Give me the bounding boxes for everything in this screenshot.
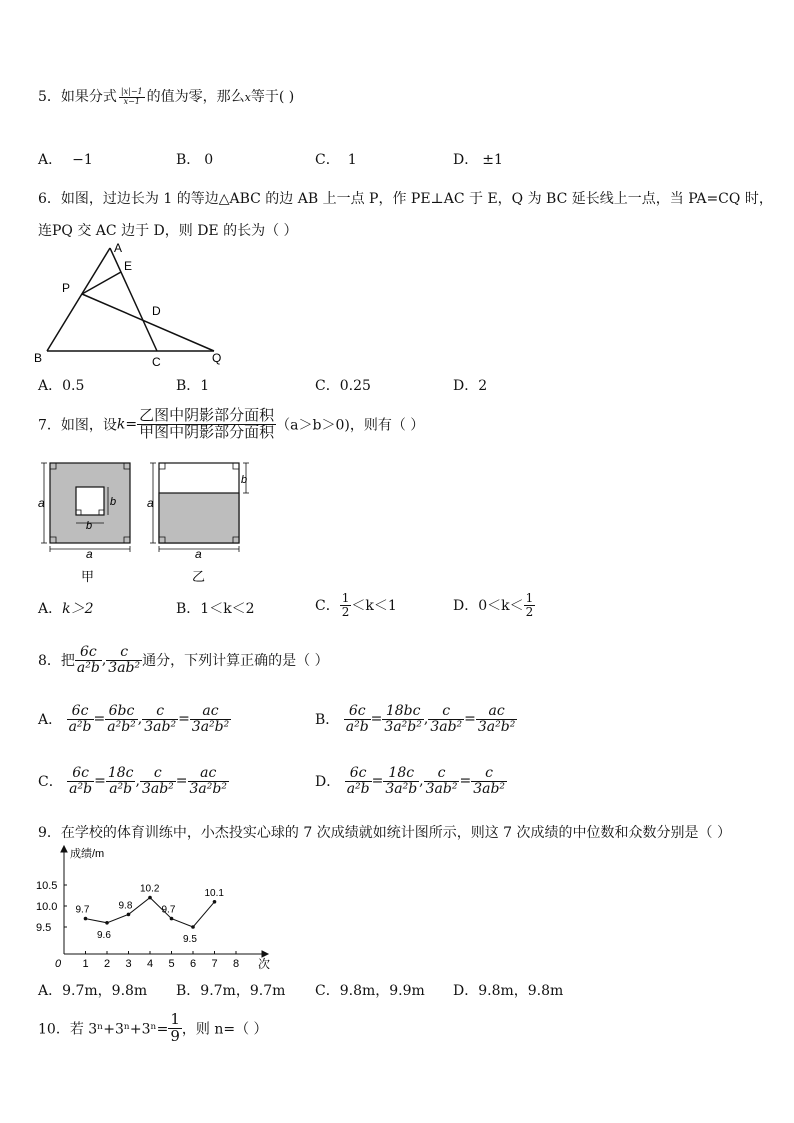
data-label: 9.6 [97, 929, 111, 941]
data-point [127, 913, 131, 917]
q9-option-a[interactable]: A．9.7m，9.8m [38, 983, 148, 999]
data-label: 9.8 [118, 900, 133, 912]
q6-option-b[interactable]: B．1 [176, 378, 210, 394]
y-tick-label: 10.0 [36, 901, 58, 913]
label-a: A [114, 241, 123, 255]
svg-text:a: a [38, 496, 45, 510]
data-point [148, 896, 152, 900]
q8-option-b[interactable]: B． $\frac{6c}{\text{a²b}}$ = $\frac{18bc}{\text{3a²b²}}$ , $\frac{c}{\text{3ab²}}$ = $\frac{ac}{\text{3a²b²}}$ [315, 703, 516, 735]
yi-shaded-region [159, 493, 239, 543]
data-point [213, 900, 217, 904]
data-label: 9.7 [75, 904, 90, 916]
q7-option-a[interactable]: A．k＞2 [38, 601, 94, 617]
q5-option-a[interactable]: A． −1 [38, 152, 93, 168]
q7-square-figures [34, 455, 254, 587]
q10-stem: 10．若 3ⁿ+3ⁿ+3ⁿ= $\frac{1}{9}$ ，则 n=（ ） [38, 1010, 268, 1045]
q5-fraction: $\frac{|x|-1}{x-1}$ [120, 87, 143, 106]
data-label: 9.7 [161, 904, 176, 916]
y-axis-label: 成绩/m [70, 848, 105, 860]
x-tick-label: 5 [168, 958, 175, 970]
q6-stem-line1: 6．如图，过边长为 1 的等边△ABC 的边 AB 上一点 P，作 PE⊥AC 于 E，Q 为 BC 延长线上一点，当 PA=CQ 时， [38, 191, 773, 207]
q7-option-c[interactable]: C． $\frac{1}{2}$ ＜k＜1 [315, 591, 397, 619]
data-point [191, 925, 195, 929]
svg-text:b: b [86, 520, 93, 532]
label-b: B [34, 351, 43, 365]
svg-text:乙: 乙 [192, 569, 206, 584]
data-point [84, 917, 88, 921]
q7-option-d[interactable]: D．0＜k＜ $\frac{1}{2}$ [453, 591, 534, 619]
label-d: D [152, 304, 161, 318]
q9-stem: 9．在学校的体育训练中，小杰投实心球的 7 次成绩就如统计图所示，则这 7 次成绩的中位数和众数分别是（ ） [38, 825, 731, 841]
q7-fraction: $\frac{\text{乙图中阴影部分面积}}{\text{甲图中阴影部分面积}}$ [139, 406, 275, 441]
q9-option-c[interactable]: C．9.8m，9.9m [315, 983, 425, 999]
svg-text:甲: 甲 [81, 569, 95, 584]
jia-inner-square [76, 487, 104, 515]
y-tick-label: 10.5 [36, 880, 58, 892]
q6-option-d[interactable]: D．2 [453, 378, 488, 394]
svg-text:a: a [195, 547, 202, 561]
q5-option-b[interactable]: B． 0 [176, 152, 214, 168]
x-tick-label: 4 [147, 958, 154, 970]
q8-option-a[interactable]: A． $\frac{6c}{\text{a²b}}$ = $\frac{6bc}{\text{a²b²}}$ , $\frac{c}{\text{3ab²}}$ = $\frac{ac}{\text{3a²b²}}$ [38, 703, 230, 735]
q9-line-chart [30, 842, 280, 974]
label-c: C [152, 355, 161, 369]
y-axis-arrow [61, 846, 67, 852]
series-line [86, 898, 215, 927]
data-point [105, 921, 109, 925]
data-point [170, 917, 174, 921]
x-tick-label: 3 [125, 958, 132, 970]
x-tick-label: 7 [211, 958, 218, 970]
q9-option-d[interactable]: D．9.8m，9.8m [453, 983, 564, 999]
q6-option-c[interactable]: C．0.25 [315, 378, 371, 394]
label-p: P [62, 281, 71, 295]
x-tick-label: 1 [82, 958, 89, 970]
label-e: E [124, 259, 133, 273]
q6-triangle-figure [30, 238, 230, 370]
q7-option-b[interactable]: B．1＜k＜2 [176, 601, 255, 617]
line-pq [82, 294, 214, 351]
q6-stem-line2: 连PQ 交 AC 边于 D，则 DE 的长为（ ） [38, 223, 298, 239]
svg-text:a: a [147, 496, 154, 510]
y-tick-label: 9.5 [36, 922, 52, 934]
svg-text:b: b [110, 496, 117, 508]
data-label: 10.2 [140, 883, 160, 895]
x-tick-label: 2 [104, 958, 111, 970]
q8-option-d[interactable]: D． $\frac{6c}{\text{a²b}}$ = $\frac{18c}{\text{3a²b}}$ , $\frac{c}{\text{3ab²}}$ = $\frac{c}{\text{3ab²}}$ [315, 765, 506, 797]
q6-option-a[interactable]: A．0.5 [38, 378, 85, 394]
x-axis-label: 次 [258, 957, 271, 971]
side-ab [47, 248, 110, 351]
svg-text:b: b [241, 474, 248, 486]
q9-option-b[interactable]: B．9.7m，9.7m [176, 983, 286, 999]
label-q: Q [212, 351, 222, 365]
q5-option-c[interactable]: C． 1 [315, 152, 357, 168]
q8-option-c[interactable]: C． $\frac{6c}{\text{a²b}}$ = $\frac{18c}{\text{a²b}}$ , $\frac{c}{\text{3ab²}}$ = $\frac{ac}{\text{3a²b²}}$ [38, 765, 227, 797]
x-tick-label: 0 [55, 958, 62, 970]
x-tick-label: 6 [190, 958, 197, 970]
side-ac [110, 248, 157, 351]
x-tick-label: 8 [233, 958, 240, 970]
q5-stem: 5．如果分式 $\frac{|x|-1}{x-1}$ 的值为零，那么x等于( ) [38, 87, 295, 106]
data-label: 10.1 [204, 887, 224, 899]
data-label: 9.5 [183, 934, 197, 945]
q5-option-d[interactable]: D． ±1 [453, 152, 503, 168]
svg-text:a: a [86, 547, 93, 561]
q8-stem: 8．把 $\frac{6c}{\text{a²b}}$ , $\frac{c}{\text{3ab²}}$ 通分，下列计算正确的是（ ） [38, 644, 329, 676]
q7-stem: 7．如图，设k= $\frac{\text{乙图中阴影部分面积}}{\text{甲图中阴影部分面积}}$ （a＞b＞0)，则有（ ） [38, 406, 425, 441]
